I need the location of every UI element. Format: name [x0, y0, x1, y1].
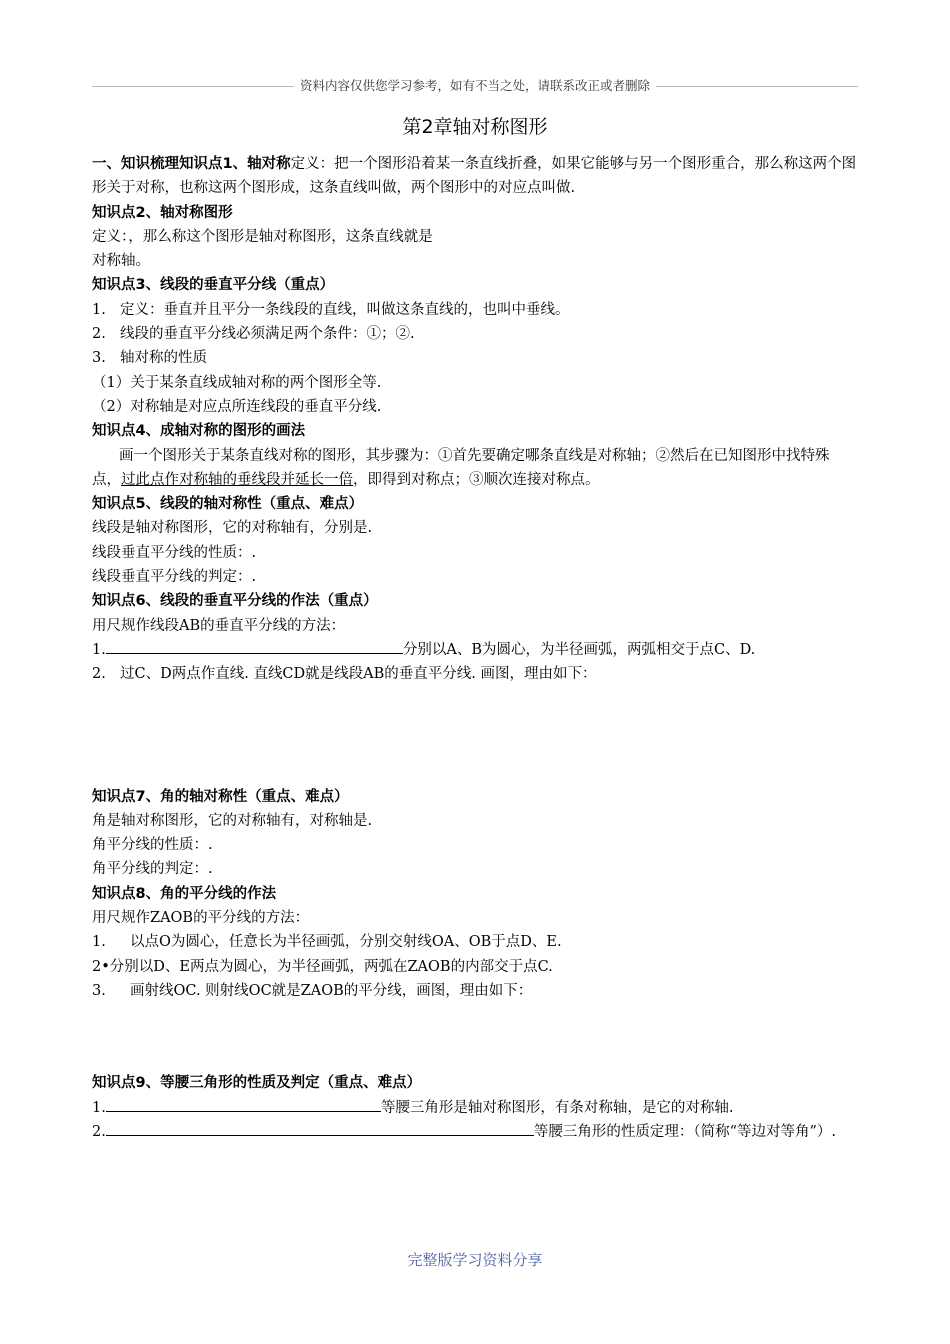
section-3-item-1 [92, 298, 858, 322]
item-text: 等腰三角形的性质定理：（简称“等边对等角”）. [533, 1123, 837, 1140]
section-1 [92, 152, 858, 201]
item-number: 2. [92, 326, 106, 343]
header-notice: 资料内容仅供您学习参考，如有不当之处，请联系改正或者删除 [294, 77, 656, 95]
section-8-item-3 [92, 979, 858, 1003]
item-text: 定义：垂直并且平分一条线段的直线，叫做这条直线的，也叫中垂线。 [120, 301, 570, 318]
item-text: 画射线OC. 则射线OC就是ZAOB的平分线，画图，理由如下： [130, 982, 533, 999]
item-number: 2. [92, 666, 106, 683]
section-5-line-1: 线段是轴对称图形，它的对称轴有，分别是. [92, 520, 373, 537]
item-number: 1. [92, 641, 106, 658]
item-text: 分别以A、B为圆心，为半径画弧，两弧相交于点C、D. [402, 641, 756, 658]
item-text: 过C、D两点作直线. 直线CD就是线段AB的垂直平分线. 画图，理由如下： [120, 666, 597, 683]
section-4-paragraph [92, 444, 858, 493]
section-5-line-2: 线段垂直平分线的性质：. [92, 544, 257, 561]
section-7-line-1: 角是轴对称图形，它的对称轴有，对称轴是. [92, 812, 373, 829]
item-number: 3. [92, 350, 106, 367]
section-9-heading: 知识点9、等腰三角形的性质及判定（重点、难点） [92, 1075, 422, 1092]
fill-blank[interactable] [106, 639, 403, 654]
section-4-text-1: 画一个图形关于某条直线对称的图形，其步骤为：①首先要确定哪条直线是对称轴；②然后在已知图形中找特殊点， [92, 447, 830, 488]
section-8-item-1 [92, 930, 858, 954]
section-6-item-1 [92, 638, 858, 662]
section-3-property-1: （1）关于某条直线成轴对称的两个图形全等. [92, 374, 382, 391]
fill-blank[interactable] [106, 1097, 381, 1112]
section-8-line-1: 用尺规作ZAOB的平分线的方法： [92, 910, 310, 927]
item-text: 以点O为圆心，任意长为半径画弧，分别交射线OA、OB于点D、E. [130, 934, 562, 951]
section-7-heading: 知识点7、角的轴对称性（重点、难点） [92, 788, 349, 805]
section-4-heading: 知识点4、成轴对称的图形的画法 [92, 423, 306, 440]
section-5-heading: 知识点5、线段的轴对称性（重点、难点） [92, 496, 364, 513]
section-3-heading: 知识点3、线段的垂直平分线（重点） [92, 277, 335, 294]
section-2-line-2: 对称轴。 [92, 253, 150, 270]
section-9-item-1 [92, 1096, 858, 1120]
section-7-line-3: 角平分线的判定：. [92, 861, 213, 878]
section-2-heading: 知识点2、轴对称图形 [92, 204, 233, 221]
section-5-line-3: 线段垂直平分线的判定：. [92, 569, 257, 586]
item-number: 1. [92, 934, 106, 951]
item-number: 2. [92, 1123, 106, 1140]
item-text: 线段的垂直平分线必须满足两个条件：①；②. [120, 326, 415, 343]
section-9-item-2 [92, 1120, 858, 1144]
section-4-underlined: 过此点作对称轴的垂线段并延长一倍 [121, 471, 353, 488]
page-header [92, 77, 858, 95]
section-8-heading: 知识点8、角的平分线的作法 [92, 885, 277, 902]
section-6-line-1: 用尺规作线段AB的垂直平分线的方法： [92, 617, 346, 634]
section-7-line-2: 角平分线的性质：. [92, 837, 213, 854]
page-footer: 完整版学习资料分享 [407, 1251, 543, 1269]
item-number: 1. [92, 301, 106, 318]
section-3-item-2 [92, 322, 858, 346]
item-number: 1. [92, 1099, 106, 1116]
fill-blank[interactable] [106, 1121, 534, 1136]
section-1-heading: 一、知识梳理知识点1、轴对称 [92, 156, 291, 172]
item-text: 轴对称的性质 [120, 350, 207, 367]
section-3-property-2: （2）对称轴是对应点所连线段的垂直平分线. [92, 398, 382, 415]
page-title: 第2章轴对称图形 [402, 116, 548, 138]
document-body [92, 152, 858, 1144]
section-8-item-2: 2•分别以D、E两点为圆心，为半径画弧，两弧在ZAOB的内部交于点C. [92, 958, 553, 975]
drawing-space [92, 687, 858, 785]
item-text: 等腰三角形是轴对称图形，有条对称轴，是它的对称轴. [380, 1099, 734, 1116]
drawing-space [92, 1003, 858, 1071]
section-3-item-3 [92, 346, 858, 370]
section-6-heading: 知识点6、线段的垂直平分线的作法（重点） [92, 593, 378, 610]
section-6-item-2 [92, 662, 858, 686]
section-2-line-1: 定义：，那么称这个图形是轴对称图形，这条直线就是 [92, 228, 433, 245]
item-number: 3. [92, 982, 106, 999]
section-4-text-2: ，即得到对称点；③顺次连接对称点。 [353, 471, 600, 488]
section-1-text: 定义：把一个图形沿着某一条直线折叠，如果它能够与另一个图形重合，那么称这两个图形关于对称，也称这两个图形成，这条直线叫做，两个图形中的对应点叫做. [92, 156, 857, 197]
